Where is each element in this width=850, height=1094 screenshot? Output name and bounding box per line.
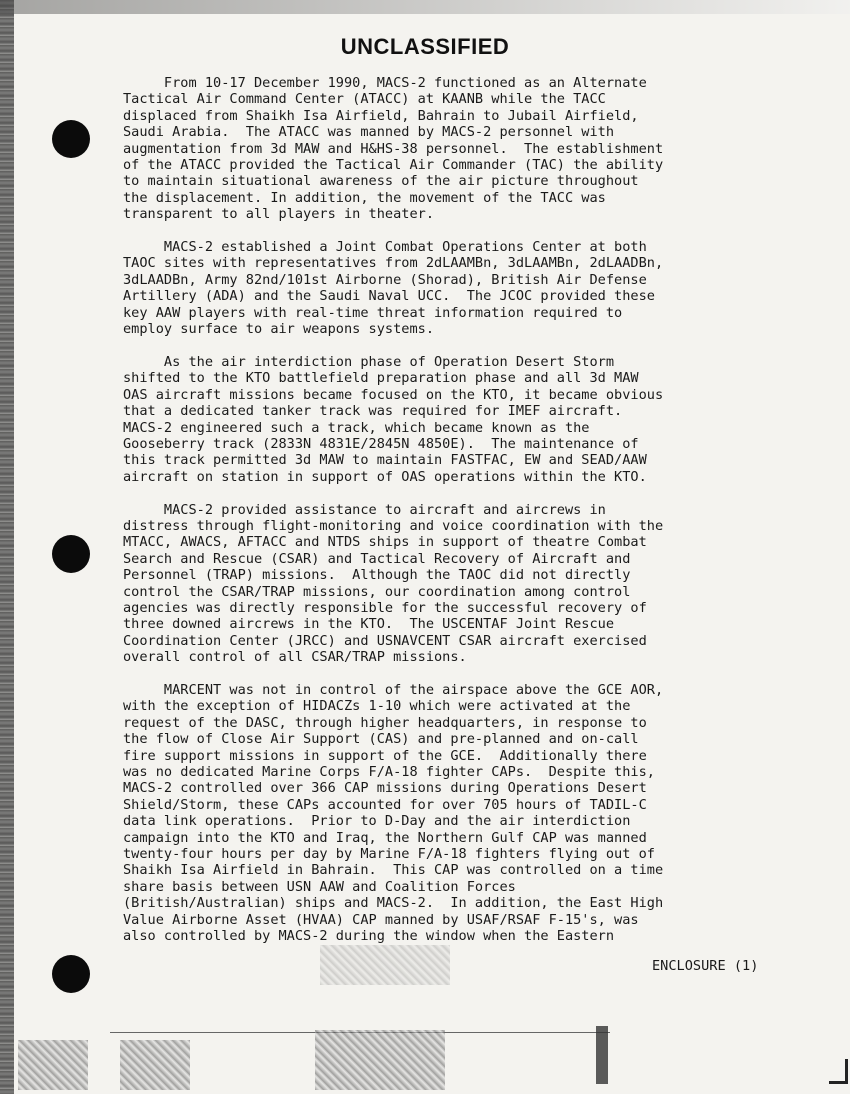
enclosure-label: ENCLOSURE (1) (652, 958, 759, 974)
punch-hole (52, 955, 90, 993)
paragraph-3: As the air interdiction phase of Operation Desert Storm shifted to the KTO battlefield preparation phase and all 3d MAW OAS aircraft missions became focused on the KTO, it became obvious that a dedicated tanker track was required for IMEF aircraft. MACS-2 engineered such a track, which became known as the Gooseberry track (2833N 4831E/2845N 4850E). The maintenance of this track permitted 3d MAW to maintain FASTFAC, EW and SEAD/AAW aircraft on station in support of OAS operations within the KTO. (123, 353, 664, 485)
scan-edge-left (0, 0, 14, 1094)
scan-noise (120, 1040, 190, 1090)
classification-header: UNCLASSIFIED (340, 34, 510, 59)
document-body (123, 75, 783, 944)
paragraph-1: From 10-17 December 1990, MACS-2 functioned as an Alternate Tactical Air Command Center (ATACC) at KAANB while the TACC displaced from Shaikh Isa Airfield, Bahrain to Jubail Airfield, Saudi Arabia. The ATACC was manned by MACS-2 personnel with augmentation from 3d MAW and H&HS-38 personnel. The establishment of the ATACC provided the Tactical Air Commander (TAC) the ability to maintain situational awareness of the air picture throughout the displacement. In addition, the movement of the TACC was transparent to all players in theater. (123, 75, 664, 223)
paragraph-5: MARCENT was not in control of the airspace above the GCE AOR, with the exception of HIDACZs 1-10 which were activated at the request of the DASC, through higher headquarters, in response to the flow of Close Air Support (CAS) and pre-planned and on-call fire support missions in support of the GCE. Additionally there was no dedicated Marine Corps F/A-18 fighter CAPs. Despite this, MACS-2 controlled over 366 CAP missions during Operations Desert Shield/Storm, these CAPs accounted for over 705 hours of TADIL-C data link operations. Prior to D-Day and the air interdiction campaign into the KTO and Iraq, the Northern Gulf CAP was manned twenty-four hours per day by Marine F/A-18 fighters flying out of Shaikh Isa Airfield in Bahrain. This CAP was controlled on a time share basis between USN AAW and Coalition Forces (British/Australian) ships and MACS-2. In addition, the East High Value Airborne Asset (HVAA) CAP manned by USAF/RSAF F-15's, was also controlled by MACS-2 during the window when the Eastern (123, 681, 664, 945)
scan-noise (18, 1040, 88, 1090)
punch-hole (52, 535, 90, 573)
scan-noise (315, 1030, 445, 1090)
paragraph-2: MACS-2 established a Joint Combat Operations Center at both TAOC sites with representatives from 2dLAAMBn, 3dLAAMBn, 2dLAADBn, 3dLAADBn, Army 82nd/101st Airborne (Shorad), British Air Defense Artillery (ADA) and the Saudi Naval UCC. The JCOC provided these key AAW players with real-time threat information required to employ surface to air weapons systems. (123, 239, 664, 338)
scan-mark (596, 1026, 608, 1084)
paragraph-4: MACS-2 provided assistance to aircraft and aircrews in distress through flight-monitoring and voice coordination with the MTACC, AWACS, AFTACC and NTDS ships in support of theatre Combat Search and Rescue (CSAR) and Tactical Recovery of Aircraft and Personnel (TRAP) missions. Although the TAOC did not directly control the CSAR/TRAP missions, our coordination among control agencies was directly responsible for the successful recovery of three downed aircrews in the KTO. The USCENTAF Joint Rescue Coordination Center (JRCC) and USNAVCENT CSAR aircraft exercised overall control of all CSAR/TRAP missions. (123, 501, 664, 666)
scan-edge-top (0, 0, 850, 14)
page-corner-mark (829, 1059, 848, 1084)
scan-noise (320, 945, 450, 985)
punch-hole (52, 120, 90, 158)
